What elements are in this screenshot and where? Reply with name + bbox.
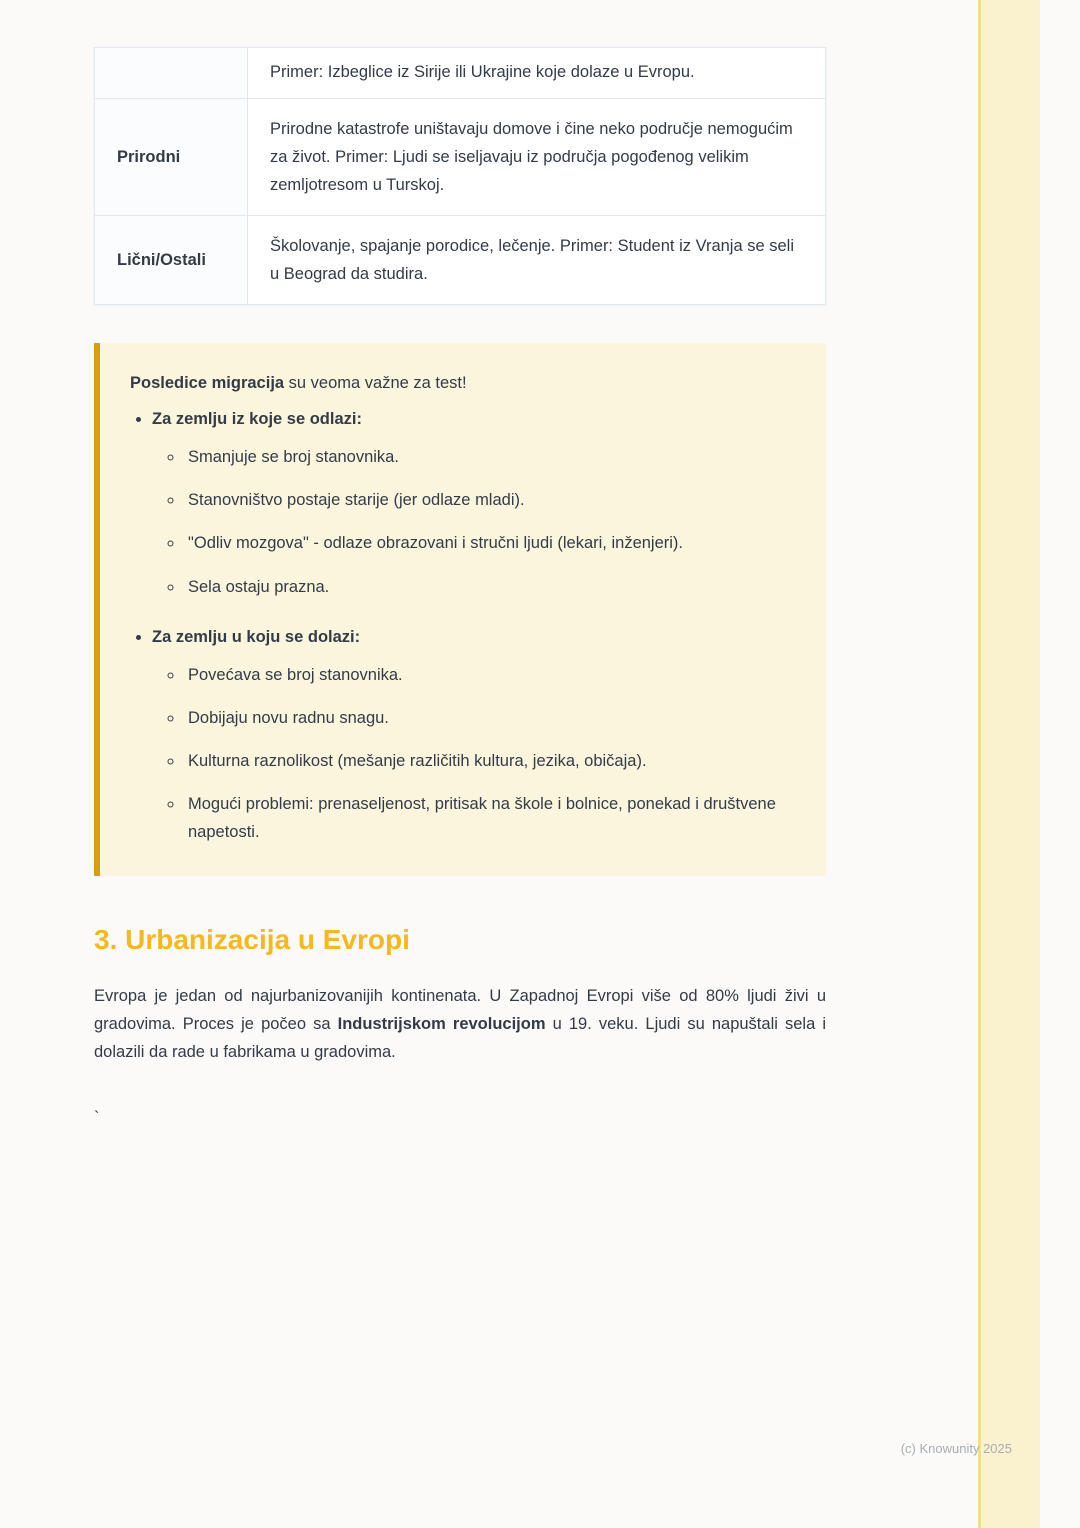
list-item: ◦ Smanjuje se broj stanovnika. [184, 443, 796, 471]
paragraph-text: Evropa je jedan od najurbanizovanijih kontinenata. U Zapadnoj Evropi više od 80% ljudi živi u gradovima. Proces je počeo sa [94, 987, 826, 1034]
table-row-text: Primer: Izbeglice iz Sirije ili Ukrajine koje dolaze u Evropu. [248, 48, 826, 99]
consequences-callout [94, 343, 826, 876]
urbanization-paragraph [94, 982, 826, 1066]
table-row-text: Školovanje, spajanje porodice, lečenje. Primer: Student iz Vranja se seli u Beograd da studira. [248, 216, 826, 305]
migration-causes-table [94, 47, 826, 305]
right-margin-stripe [978, 0, 1040, 1528]
callout-intro-rest: su veoma važne za test! [284, 374, 467, 393]
list-section-title: Za zemlju u koju se dolazi: [152, 627, 361, 646]
table-row [95, 48, 826, 99]
section-heading: 3. Urbanizacija u Evropi [94, 923, 410, 955]
table-row [95, 99, 826, 216]
list-item: ◦ Sela ostaju prazna. [184, 573, 796, 601]
consequences-list [130, 405, 796, 846]
sublist [152, 443, 796, 600]
list-item [152, 405, 796, 600]
list-item: ◦ Dobijaju novu radnu snagu. [184, 704, 796, 732]
table-row [95, 216, 826, 305]
watermark: (c) Knowunity 2025 [900, 1441, 1012, 1456]
list-item: ◦ Mogući problemi: prenaseljenost, pritisak na škole i bolnice, ponekad i društvene napetosti. [184, 790, 796, 846]
callout-intro-bold: Posledice migracija [130, 374, 285, 393]
list-item [152, 623, 796, 846]
list-item: ◦ Povećava se broj stanovnika. [184, 661, 796, 689]
list-item: ◦ Stanovništvo postaje starije (jer odlaze mladi). [184, 486, 796, 514]
list-section-title: Za zemlju iz koje se odlazi: [152, 410, 362, 429]
list-item: ◦ "Odliv mozgova" - odlaze obrazovani i stručni ljudi (lekari, inženjeri). [184, 529, 796, 557]
list-item: ◦ Kulturna raznolikost (mešanje različitih kultura, jezika, običaja). [184, 747, 796, 775]
sublist [152, 661, 796, 846]
paragraph-text: u 19. veku. Ljudi su napuštali sela i dolazili da rade u fabrikama u gradovima. [94, 1015, 827, 1062]
stray-character: ` [94, 1109, 100, 1128]
table-row-text: Prirodne katastrofe uništavaju domove i čine neko područje nemogućim za život. Primer: Ljudi se iseljavaju iz područja pogođenog velikim zemljotresom u Turskoj. [248, 99, 826, 216]
callout-intro [130, 369, 796, 397]
table-row-label: Prirodni [95, 99, 248, 216]
table-row-label: Lični/Ostali [95, 216, 248, 305]
table-row-label [95, 48, 248, 99]
paragraph-bold-text: Industrijskom revolucijom [337, 1015, 546, 1034]
